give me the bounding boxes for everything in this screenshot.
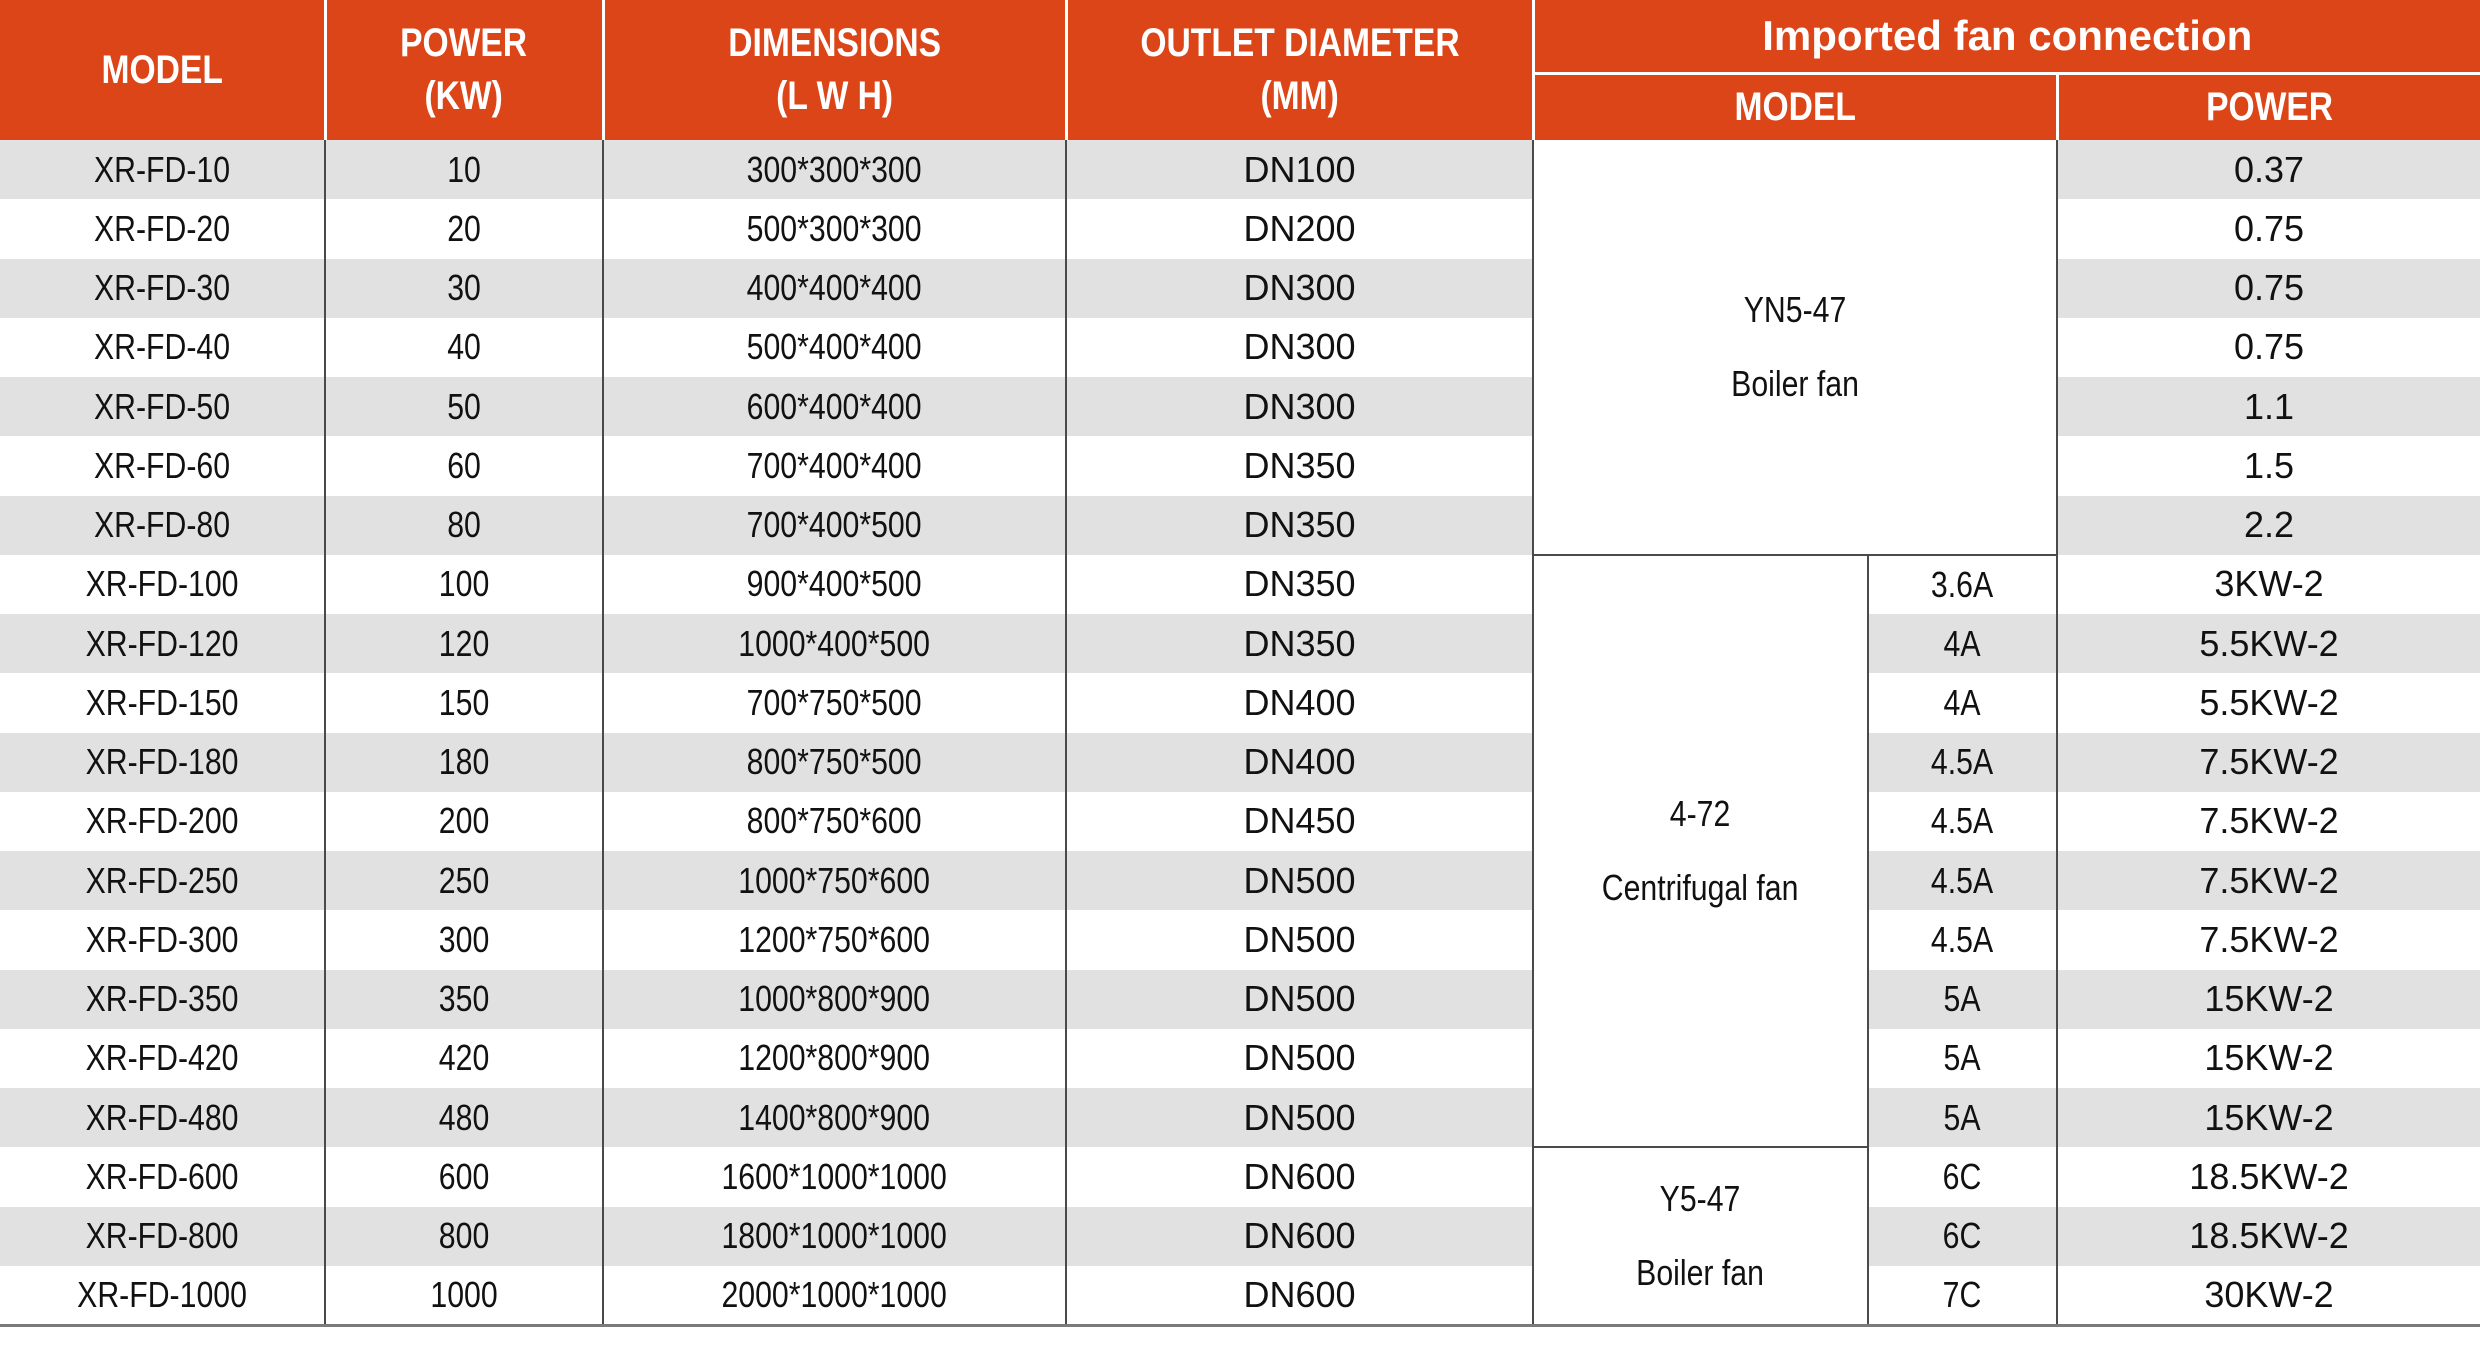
outlet-diameter-value: DN350 <box>1243 622 1356 664</box>
power-kw-value: 350 <box>438 978 490 1020</box>
fan-rating-cell <box>1868 1147 2057 1206</box>
table-row <box>0 673 2480 732</box>
outlet-diameter-value: DN500 <box>1243 918 1356 960</box>
power-kw-cell <box>325 673 603 732</box>
fan-rating-cell <box>1868 970 2057 1029</box>
outlet-diameter-cell <box>1066 673 1533 732</box>
outlet-diameter-cell <box>1066 377 1533 436</box>
dimensions-cell <box>603 733 1066 792</box>
dimensions-value: 700*400*500 <box>747 504 922 546</box>
fan-model-cell <box>1533 140 2057 555</box>
power-kw-cell <box>325 1147 603 1206</box>
outlet-diameter-cell <box>1066 1088 1533 1147</box>
fan-power-value: 15KW-2 <box>2204 978 2334 1020</box>
fan-power-cell <box>2057 1266 2480 1325</box>
outlet-diameter-value: DN350 <box>1243 444 1356 486</box>
model-value: XR-FD-60 <box>93 444 231 486</box>
fan-rating-cell <box>1868 614 2057 673</box>
dimensions-value: 1200*750*600 <box>738 918 931 960</box>
fan-rating-value: 4.5A <box>1931 918 1994 960</box>
fan-rating-value: 6C <box>1943 1215 1982 1257</box>
fan-power-value: 0.75 <box>2233 267 2305 309</box>
power-kw-value: 50 <box>447 385 481 427</box>
dimensions-value: 700*750*500 <box>747 681 922 723</box>
model-value: XR-FD-180 <box>85 741 239 783</box>
fan-power-value: 7.5KW-2 <box>2199 741 2339 783</box>
model-value: XR-FD-120 <box>85 622 239 664</box>
outlet-diameter-value: DN300 <box>1243 385 1356 427</box>
dimensions-cell <box>603 377 1066 436</box>
dimensions-value: 800*750*600 <box>747 800 922 842</box>
outlet-diameter-value: DN200 <box>1243 207 1356 249</box>
dimensions-cell <box>603 496 1066 555</box>
subcol-header-fan-model <box>1533 73 2057 140</box>
dimensions-value: 1200*800*900 <box>738 1037 931 1079</box>
outlet-diameter-cell <box>1066 733 1533 792</box>
table-row <box>0 614 2480 673</box>
fan-model-cell <box>1533 555 1868 1148</box>
table-row <box>0 851 2480 910</box>
fan-rating-value: 4.5A <box>1931 741 1994 783</box>
table-row <box>0 733 2480 792</box>
table-row <box>0 199 2480 258</box>
table-row <box>0 377 2480 436</box>
fan-rating-cell <box>1868 555 2057 614</box>
table-row <box>0 496 2480 555</box>
dimensions-value: 1000*800*900 <box>738 978 931 1020</box>
model-cell <box>0 1088 325 1147</box>
outlet-diameter-value: DN500 <box>1243 1037 1356 1079</box>
power-kw-cell <box>325 1088 603 1147</box>
fan-power-value: 1.5 <box>2243 444 2295 486</box>
model-cell <box>0 673 325 732</box>
outlet-diameter-value: DN100 <box>1243 148 1356 190</box>
col-header-power-label: POWER <box>400 21 528 66</box>
dimensions-value: 1600*1000*1000 <box>721 1155 948 1197</box>
subcol-header-fan-power-label: POWER <box>2205 84 2333 129</box>
outlet-diameter-cell <box>1066 614 1533 673</box>
fan-power-cell <box>2057 1088 2480 1147</box>
table-header <box>0 0 2480 140</box>
fan-rating-cell <box>1868 1029 2057 1088</box>
imported-fan-connection-title: Imported fan connection <box>1762 11 2253 59</box>
outlet-diameter-value: DN500 <box>1243 978 1356 1020</box>
col-header-outlet-label: OUTLET DIAMETER <box>1139 21 1460 66</box>
outlet-diameter-value: DN600 <box>1243 1215 1356 1257</box>
outlet-diameter-value: DN600 <box>1243 1155 1356 1197</box>
power-kw-value: 100 <box>438 563 490 605</box>
model-value: XR-FD-1000 <box>77 1273 247 1315</box>
fan-model-line1: Y5-47 <box>1660 1177 1741 1219</box>
model-value: XR-FD-480 <box>85 1096 239 1138</box>
model-value: XR-FD-10 <box>93 148 231 190</box>
fan-model-line2: Boiler fan <box>1731 362 1859 404</box>
dimensions-cell <box>603 140 1066 199</box>
power-kw-value: 80 <box>447 504 481 546</box>
fan-rating-cell <box>1868 851 2057 910</box>
model-value: XR-FD-150 <box>85 681 239 723</box>
power-kw-value: 480 <box>438 1096 490 1138</box>
outlet-diameter-value: DN300 <box>1243 267 1356 309</box>
dimensions-value: 900*400*500 <box>747 563 922 605</box>
fan-model-label <box>1534 793 1867 909</box>
fan-power-cell <box>2057 259 2480 318</box>
power-kw-cell <box>325 910 603 969</box>
fan-power-value: 0.75 <box>2233 207 2305 249</box>
table-row <box>0 1266 2480 1325</box>
outlet-diameter-value: DN450 <box>1243 800 1356 842</box>
fan-rating-value: 5A <box>1943 978 1981 1020</box>
model-value: XR-FD-350 <box>85 978 239 1020</box>
outlet-diameter-value: DN300 <box>1243 326 1356 368</box>
power-kw-value: 420 <box>438 1037 490 1079</box>
fan-power-value: 3KW-2 <box>2214 563 2324 605</box>
outlet-diameter-value: DN600 <box>1243 1273 1356 1315</box>
dimensions-value: 500*400*400 <box>747 326 922 368</box>
dimensions-value: 2000*1000*1000 <box>721 1273 948 1315</box>
model-cell <box>0 1266 325 1325</box>
fan-power-cell <box>2057 318 2480 377</box>
dimensions-value: 300*300*300 <box>747 148 922 190</box>
fan-power-value: 5.5KW-2 <box>2199 622 2339 664</box>
fan-power-cell <box>2057 970 2480 1029</box>
fan-power-cell <box>2057 1029 2480 1088</box>
outlet-diameter-cell <box>1066 496 1533 555</box>
outlet-diameter-cell <box>1066 199 1533 258</box>
fan-power-value: 2.2 <box>2243 504 2295 546</box>
col-header-dimensions-unit: (L W H) <box>776 74 893 118</box>
model-cell <box>0 496 325 555</box>
model-cell <box>0 792 325 851</box>
fan-power-cell <box>2057 1147 2480 1206</box>
fan-rating-value: 4A <box>1943 681 1981 723</box>
fan-model-line1: 4-72 <box>1670 793 1731 834</box>
outlet-diameter-cell <box>1066 436 1533 495</box>
col-header-outlet-unit: (MM) <box>1260 74 1339 118</box>
table-row <box>0 910 2480 969</box>
col-header-outlet-diameter <box>1066 0 1533 140</box>
dimensions-cell <box>603 910 1066 969</box>
table-row <box>0 259 2480 318</box>
model-value: XR-FD-420 <box>85 1037 239 1079</box>
fan-rating-cell <box>1868 673 2057 732</box>
fan-power-cell <box>2057 673 2480 732</box>
model-cell <box>0 555 325 614</box>
power-kw-value: 250 <box>438 859 490 901</box>
outlet-diameter-cell <box>1066 259 1533 318</box>
power-kw-cell <box>325 555 603 614</box>
model-value: XR-FD-80 <box>93 504 231 546</box>
fan-power-cell <box>2057 851 2480 910</box>
dimensions-value: 1400*800*900 <box>738 1096 931 1138</box>
fan-rating-value: 6C <box>1943 1155 1982 1197</box>
model-cell <box>0 377 325 436</box>
fan-rating-cell <box>1868 1266 2057 1325</box>
power-kw-value: 800 <box>438 1215 490 1257</box>
col-header-power <box>325 0 603 140</box>
fan-rating-value: 7C <box>1943 1273 1982 1315</box>
table-row <box>0 1207 2480 1266</box>
outlet-diameter-cell <box>1066 1207 1533 1266</box>
outlet-diameter-value: DN350 <box>1243 504 1356 546</box>
fan-power-value: 0.37 <box>2233 148 2305 190</box>
outlet-diameter-value: DN350 <box>1243 563 1356 605</box>
outlet-diameter-cell <box>1066 851 1533 910</box>
fan-power-cell <box>2057 733 2480 792</box>
model-value: XR-FD-250 <box>85 859 239 901</box>
col-header-model-label: MODEL <box>101 47 223 92</box>
dimensions-cell <box>603 1147 1066 1206</box>
power-kw-cell <box>325 199 603 258</box>
fan-power-value: 0.75 <box>2233 326 2305 368</box>
fan-rating-value: 5A <box>1943 1096 1981 1138</box>
header-row-main <box>0 0 2480 73</box>
power-kw-value: 30 <box>447 267 481 309</box>
subcol-header-fan-power <box>2057 73 2480 140</box>
fan-rating-cell <box>1868 792 2057 851</box>
table-row <box>0 555 2480 614</box>
power-kw-cell <box>325 436 603 495</box>
dimensions-value: 700*400*400 <box>747 444 922 486</box>
fan-model-cell <box>1533 1147 1868 1325</box>
col-header-dimensions <box>603 0 1066 140</box>
dimensions-value: 400*400*400 <box>747 267 922 309</box>
fan-power-value: 1.1 <box>2243 385 2295 427</box>
fan-rating-value: 4.5A <box>1931 859 1994 901</box>
col-header-imported-fan-connection <box>1533 0 2480 73</box>
fan-power-cell <box>2057 436 2480 495</box>
table-body <box>0 140 2480 1325</box>
table-row <box>0 1147 2480 1206</box>
fan-model-line2: Centrifugal fan <box>1602 867 1799 908</box>
power-kw-value: 600 <box>438 1155 490 1197</box>
model-cell <box>0 910 325 969</box>
outlet-diameter-value: DN500 <box>1243 859 1356 901</box>
model-cell <box>0 436 325 495</box>
model-cell <box>0 1147 325 1206</box>
model-cell <box>0 318 325 377</box>
dimensions-cell <box>603 1029 1066 1088</box>
power-kw-cell <box>325 1266 603 1325</box>
fan-power-cell <box>2057 614 2480 673</box>
model-cell <box>0 140 325 199</box>
outlet-diameter-cell <box>1066 140 1533 199</box>
table-row <box>0 970 2480 1029</box>
model-value: XR-FD-40 <box>93 326 231 368</box>
col-header-model <box>0 0 325 140</box>
power-kw-cell <box>325 851 603 910</box>
power-kw-cell <box>325 1207 603 1266</box>
model-cell <box>0 199 325 258</box>
fan-power-cell <box>2057 910 2480 969</box>
col-header-dimensions-label: DIMENSIONS <box>728 21 941 66</box>
dimensions-cell <box>603 259 1066 318</box>
dimensions-value: 1000*400*500 <box>738 622 931 664</box>
dimensions-cell <box>603 1266 1066 1325</box>
outlet-diameter-cell <box>1066 970 1533 1029</box>
fan-power-value: 7.5KW-2 <box>2199 859 2339 901</box>
fan-power-value: 5.5KW-2 <box>2199 681 2339 723</box>
table-row <box>0 1029 2480 1088</box>
fan-rating-value: 4A <box>1943 622 1981 664</box>
power-kw-cell <box>325 377 603 436</box>
fan-rating-value: 5A <box>1943 1037 1981 1079</box>
fan-power-cell <box>2057 792 2480 851</box>
fan-model-line2: Boiler fan <box>1636 1251 1765 1293</box>
fan-power-cell <box>2057 555 2480 614</box>
power-kw-value: 120 <box>438 622 490 664</box>
fan-power-value: 7.5KW-2 <box>2199 918 2339 960</box>
dimensions-cell <box>603 792 1066 851</box>
model-cell <box>0 1029 325 1088</box>
fan-rating-value: 3.6A <box>1931 563 1994 605</box>
power-kw-value: 180 <box>438 741 490 783</box>
col-header-power-unit: (KW) <box>424 74 504 118</box>
model-value: XR-FD-30 <box>93 267 231 309</box>
outlet-diameter-value: DN400 <box>1243 741 1356 783</box>
power-kw-value: 300 <box>438 918 490 960</box>
model-value: XR-FD-800 <box>85 1215 239 1257</box>
table-row <box>0 792 2480 851</box>
dimensions-cell <box>603 555 1066 614</box>
dimensions-cell <box>603 851 1066 910</box>
dimensions-value: 600*400*400 <box>747 385 922 427</box>
outlet-diameter-cell <box>1066 1147 1533 1206</box>
fan-rating-value: 4.5A <box>1931 800 1994 842</box>
fan-power-value: 18.5KW-2 <box>2189 1215 2349 1257</box>
model-cell <box>0 851 325 910</box>
model-cell <box>0 970 325 1029</box>
power-kw-cell <box>325 792 603 851</box>
dimensions-value: 1800*1000*1000 <box>721 1215 948 1257</box>
fan-model-label <box>1534 1178 1867 1294</box>
table-row <box>0 318 2480 377</box>
dimensions-value: 800*750*500 <box>747 741 922 783</box>
outlet-diameter-cell <box>1066 792 1533 851</box>
table-row <box>0 436 2480 495</box>
table-row <box>0 140 2480 199</box>
fan-model-line1: YN5-47 <box>1743 288 1847 330</box>
power-kw-value: 1000 <box>430 1273 498 1315</box>
power-kw-cell <box>325 614 603 673</box>
model-value: XR-FD-100 <box>85 563 239 605</box>
fan-power-value: 7.5KW-2 <box>2199 800 2339 842</box>
dimensions-cell <box>603 673 1066 732</box>
outlet-diameter-value: DN500 <box>1243 1096 1356 1138</box>
power-kw-cell <box>325 1029 603 1088</box>
power-kw-cell <box>325 259 603 318</box>
power-kw-value: 200 <box>438 800 490 842</box>
subcol-header-fan-model-label: MODEL <box>1734 84 1856 129</box>
power-kw-value: 60 <box>447 444 481 486</box>
fan-power-value: 30KW-2 <box>2204 1273 2334 1315</box>
outlet-diameter-cell <box>1066 910 1533 969</box>
power-kw-value: 10 <box>447 148 481 190</box>
power-kw-cell <box>325 318 603 377</box>
table-row <box>0 1088 2480 1147</box>
fan-power-value: 15KW-2 <box>2204 1096 2334 1138</box>
model-value: XR-FD-600 <box>85 1155 239 1197</box>
dimensions-cell <box>603 436 1066 495</box>
fan-power-cell <box>2057 496 2480 555</box>
power-kw-value: 150 <box>438 681 490 723</box>
fan-power-value: 15KW-2 <box>2204 1037 2334 1079</box>
power-kw-value: 20 <box>447 207 481 249</box>
power-kw-cell <box>325 140 603 199</box>
fan-power-cell <box>2057 140 2480 199</box>
power-kw-cell <box>325 970 603 1029</box>
model-cell <box>0 259 325 318</box>
model-cell <box>0 733 325 792</box>
dimensions-cell <box>603 614 1066 673</box>
dimensions-value: 500*300*300 <box>747 207 922 249</box>
model-value: XR-FD-300 <box>85 918 239 960</box>
model-value: XR-FD-200 <box>85 800 239 842</box>
dimensions-cell <box>603 199 1066 258</box>
power-kw-cell <box>325 733 603 792</box>
dimensions-cell <box>603 1088 1066 1147</box>
model-value: XR-FD-20 <box>93 207 231 249</box>
dimensions-cell <box>603 1207 1066 1266</box>
power-kw-value: 40 <box>447 326 481 368</box>
outlet-diameter-cell <box>1066 318 1533 377</box>
fan-power-cell <box>2057 199 2480 258</box>
dimensions-value: 1000*750*600 <box>738 859 931 901</box>
fan-rating-cell <box>1868 1088 2057 1147</box>
fan-rating-cell <box>1868 733 2057 792</box>
dimensions-cell <box>603 318 1066 377</box>
fan-power-cell <box>2057 1207 2480 1266</box>
fan-power-cell <box>2057 377 2480 436</box>
outlet-diameter-cell <box>1066 1266 1533 1325</box>
fan-model-label <box>1534 289 2056 405</box>
outlet-diameter-cell <box>1066 1029 1533 1088</box>
model-value: XR-FD-50 <box>93 385 231 427</box>
fan-rating-cell <box>1868 1207 2057 1266</box>
fan-power-value: 18.5KW-2 <box>2189 1155 2349 1197</box>
fan-rating-cell <box>1868 910 2057 969</box>
outlet-diameter-cell <box>1066 555 1533 614</box>
model-cell <box>0 1207 325 1266</box>
power-kw-cell <box>325 496 603 555</box>
model-cell <box>0 614 325 673</box>
dimensions-cell <box>603 970 1066 1029</box>
outlet-diameter-value: DN400 <box>1243 681 1356 723</box>
